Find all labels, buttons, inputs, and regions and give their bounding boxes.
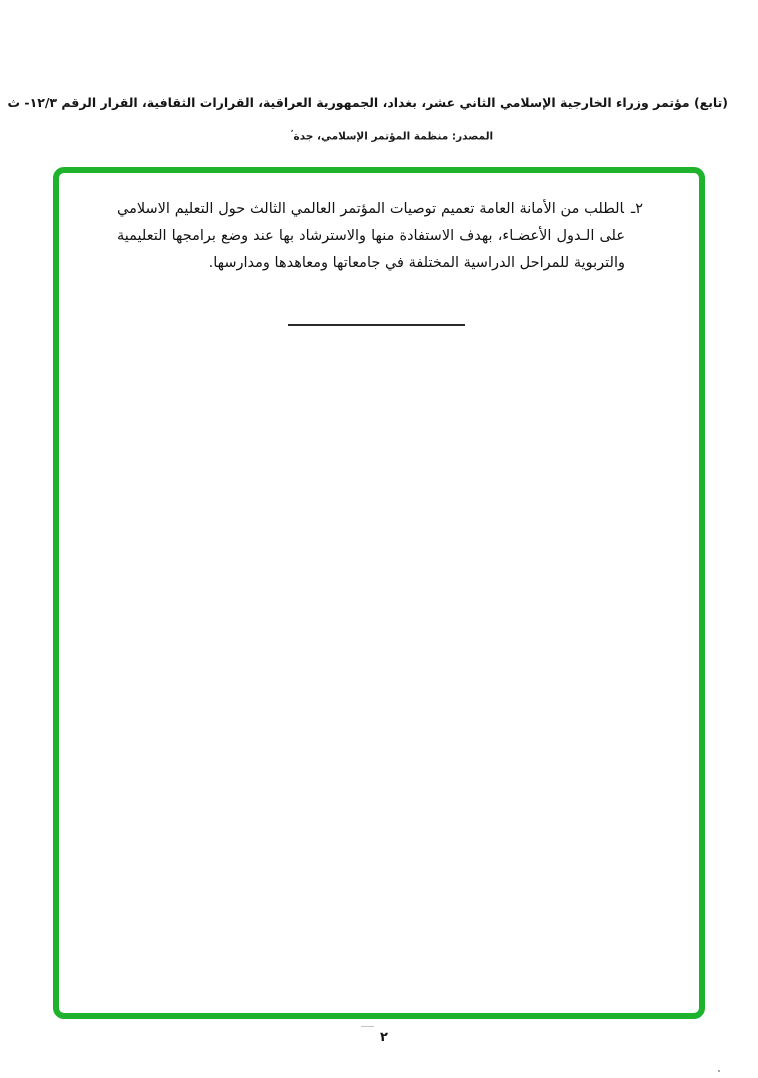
- source-footnote-mark: ٬: [290, 129, 294, 137]
- source-line-text: المصدر: منظمة المؤتمر الإسلامي، جدة: [293, 130, 494, 143]
- section-divider-rule: [288, 324, 465, 326]
- scan-artifact-dash: [361, 1026, 374, 1027]
- resolution-paragraph: [117, 196, 643, 277]
- header-title: (تابع) مؤتمر وزراء الخارجية الإسلامي الثاني عشر، بغداد، الجمهورية العراقية، القرارات الثقافية، القرار الرقم ١٢/٣- ث: [7, 95, 728, 110]
- item-number: ٢ـ: [630, 201, 643, 217]
- source-line: [291, 129, 493, 143]
- paragraph-text: الطلب من الأمانة العامة تعميم توصيات المؤتمر العالمي الثالث حول التعليم الاسلامي على الـدول الأعضـاء، بهدف الاستفادة منها والاسترشاد بها عند وضع برامجها التعليمية والتربوية للمراحل الدراسية المختلفة في جامعاتها ومعاهدها ومدارسها.: [117, 201, 625, 271]
- scan-artifact-dot: [718, 1070, 720, 1072]
- green-frame: [53, 167, 705, 1019]
- page-number: ٢: [380, 1030, 388, 1045]
